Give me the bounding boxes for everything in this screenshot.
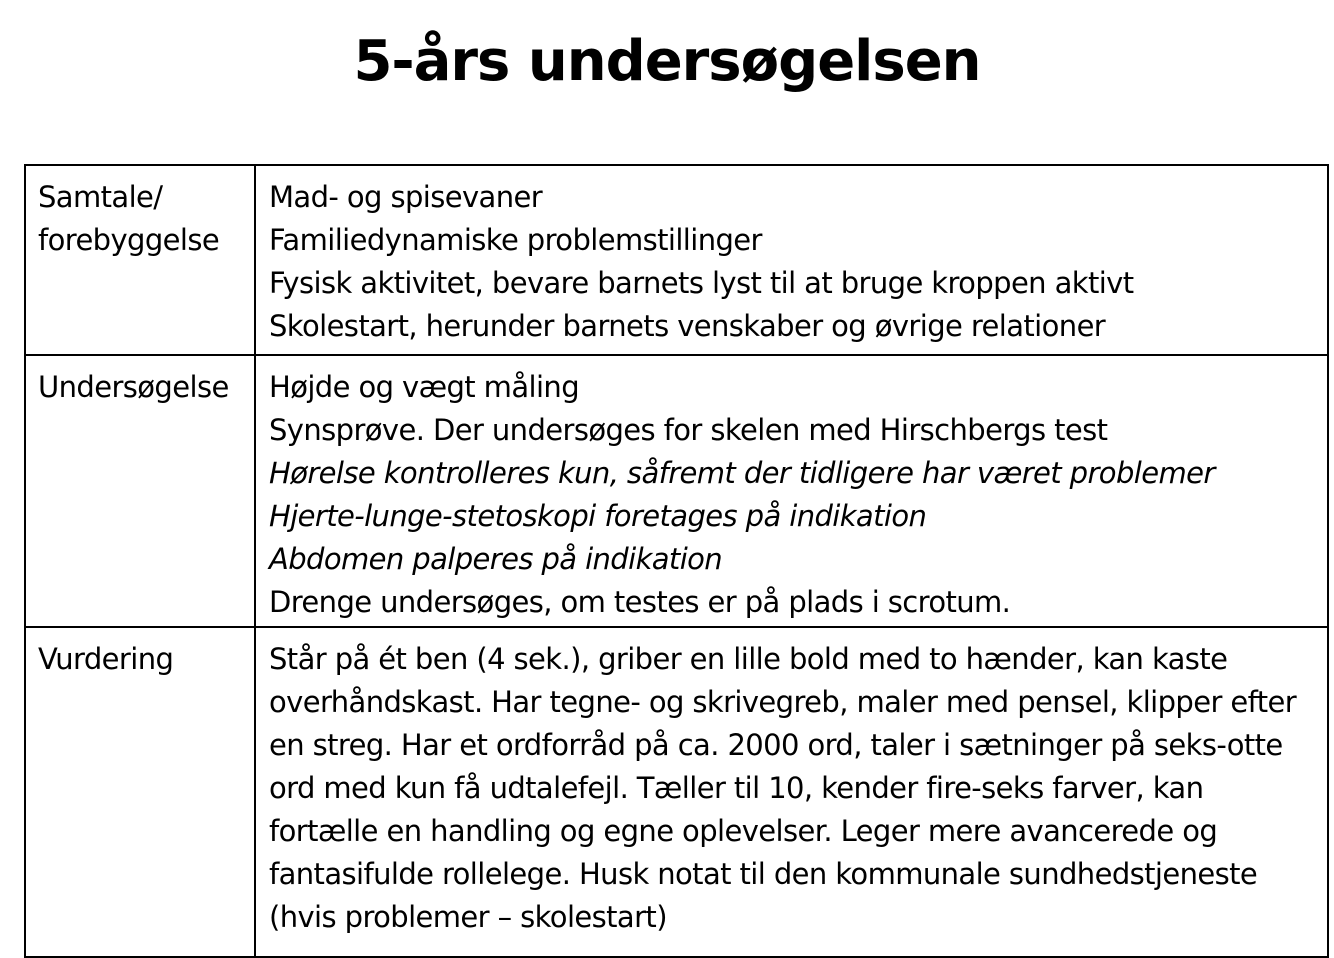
list-item: Abdomen palperes på indikation — [269, 542, 723, 576]
row-label-line: Undersøgelse — [38, 370, 229, 404]
table-row-undersoegelse — [25, 355, 1328, 627]
row-content-samtale — [255, 165, 1328, 355]
paragraph-line: fortælle en handling og egne oplevelser. Leger mere avancerede og — [269, 814, 1218, 848]
row-label-samtale — [25, 165, 255, 355]
page-title: 5-års undersøgelsen — [353, 29, 981, 94]
paragraph-line: Står på ét ben (4 sek.), griber en lille bold med to hænder, kan kaste — [269, 642, 1228, 676]
examination-table — [24, 164, 1329, 958]
row-label-line: Vurdering — [38, 642, 174, 676]
paragraph-line: fantasifulde rollelege. Husk notat til den kommunale sundhedstjeneste — [269, 857, 1258, 891]
table-row-vurdering — [25, 627, 1328, 957]
paragraph-line: (hvis problemer – skolestart) — [269, 900, 667, 934]
row-label-vurdering — [25, 627, 255, 957]
list-item: Højde og vægt måling — [269, 370, 580, 404]
list-item: Familiedynamiske problemstillinger — [269, 223, 762, 257]
paragraph-line: en streg. Har et ordforråd på ca. 2000 ord, taler i sætninger på seks-otte — [269, 728, 1283, 762]
list-item: Hjerte-lunge-stetoskopi foretages på indikation — [269, 499, 927, 533]
row-label-line: Samtale/ — [38, 180, 163, 214]
table-row-samtale — [25, 165, 1328, 355]
row-label-line: forebyggelse — [38, 223, 220, 257]
row-content-vurdering — [255, 627, 1328, 957]
list-item: Synsprøve. Der undersøges for skelen med Hirschbergs test — [269, 413, 1108, 447]
paragraph-line: ord med kun få udtalefejl. Tæller til 10, kender fire-seks farver, kan — [269, 771, 1204, 805]
list-item: Hørelse kontrolleres kun, såfremt der tidligere har været problemer — [269, 456, 1215, 490]
row-content-undersoegelse — [255, 355, 1328, 627]
list-item: Drenge undersøges, om testes er på plads i scrotum. — [269, 585, 1011, 619]
list-item: Mad- og spisevaner — [269, 180, 543, 214]
list-item: Skolestart, herunder barnets venskaber og øvrige relationer — [269, 309, 1106, 343]
paragraph-line: overhåndskast. Har tegne- og skrivegreb, maler med pensel, klipper efter — [269, 685, 1297, 719]
list-item: Fysisk aktivitet, bevare barnets lyst til at bruge kroppen aktivt — [269, 266, 1134, 300]
row-label-undersoegelse — [25, 355, 255, 627]
